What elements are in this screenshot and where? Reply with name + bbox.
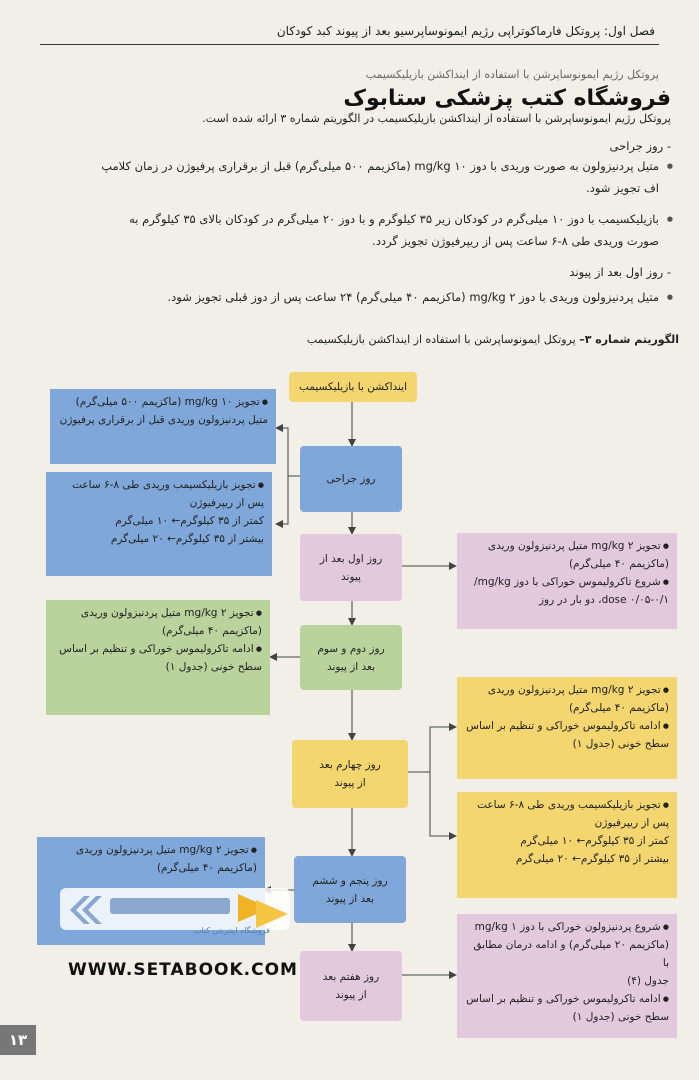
flow-node-surgery-day: روز جراحی [300, 446, 402, 512]
faint-heading: پروتکل رژیم ایمونوساپرشن با استفاده از اینداکشن بازیلیکسیمب [365, 68, 659, 81]
flow-node-day5-6: روز پنجم و ششم بعد از پیوند [294, 856, 406, 923]
flow-node-day7: روز هفتم بعد از پیوند [300, 951, 402, 1021]
logo-tagline: فروشگاه اینترنتی کتاب [193, 926, 270, 935]
surgery-bullet-2: ● بازیلیکسیمب با دوز ۱۰ میلی‌گرم در کودکان زیر ۳۵ کیلوگرم و با دوز ۲۰ میلی‌گرم در کودکان بالای ۳۵ کیلوگرم به صورت وریدی طی ۸-۶ ساعت پس از ریپرفیوژن تجویز گردد. [49, 208, 659, 252]
flow-start-node: اینداکشن با بازیلیکسیمب [289, 372, 417, 402]
detail-day1: ● تجویز ۲ mg/kg متیل پردنیزولون وریدی (ماکزیمم ۴۰ میلی‌گرم) ● شروع تاکرولیموس خوراکی با دوز mg/kg/ dose ۰/۰۵-۰/۱، دو بار در روز [457, 533, 677, 629]
day1-bullet-1: ● متیل پردنیزولون وریدی با دوز ۲ mg/kg (ماکزیمم ۴۰ میلی‌گرم) ۲۴ ساعت پس از دوز قبلی تجویز شود. [49, 286, 659, 308]
detail-day5-6: ● تجویز ۲ mg/kg متیل پردنیزولون وریدی (ماکزیمم ۴۰ میلی‌گرم) [37, 837, 265, 945]
page-number: ۱۳ [0, 1025, 36, 1055]
header-title: فصل اول: پروتکل فارماکوتراپی رژیم ایمونوساپرسیو بعد از پیوند کبد کودکان [276, 24, 655, 38]
detail-day2-3: ● تجویز ۲ mg/kg متیل پردنیزولون وریدی (ماکزیمم ۴۰ میلی‌گرم) ● ادامه تاکرولیموس خوراکی و تنظیم بر اساس سطح خونی (جدول ۱) [46, 600, 270, 715]
intro-paragraph: پروتکل رژیم ایمونوساپرشن با استفاده از اینداکشن بازیلیکسیمب در الگوریتم شماره ۳ ارائه شده است. [202, 112, 671, 125]
detail-day7: ● شروع پردنیزولون خوراکی با دوز ۱ mg/kg (ماکزیمم ۲۰ میلی‌گرم) و ادامه درمان مطابق با جدول (۴) ● ادامه تاکرولیموس خوراکی و تنظیم بر اساس سطح خونی (جدول ۱) [457, 914, 677, 1038]
detail-day4-methylpred: ● تجویز ۲ mg/kg متیل پردنیزولون وریدی (ماکزیمم ۴۰ میلی‌گرم) ● ادامه تاکرولیموس خوراکی و تنظیم بر اساس سطح خونی (جدول ۱) [457, 677, 677, 779]
watermark-text: فروشگاه کتب پزشکی ستابوک [343, 86, 671, 111]
detail-day4-basiliximab: ● تجویز بازیلیکسیمب وریدی طی ۸-۶ ساعت پس از ریپرفیوژن کمتر از ۳۵ کیلوگرم← ۱۰ میلی‌گرم بیشتر از ۳۵ کیلوگرم← ۲۰ میلی‌گرم [457, 792, 677, 898]
flow-node-day2-3: روز دوم و سوم بعد از پیوند [300, 625, 402, 690]
surgery-bullet-1: ● متیل پردنیزولون به صورت وریدی با دوز ۱۰ mg/kg (ماکزیمم ۵۰۰ میلی‌گرم) قبل از برقراری پرفیوژن در زمان کلامپ اف تجویز شود. [49, 155, 659, 199]
detail-surgery-basiliximab: ● تجویز بازیلیکسیمب وریدی طی ۸-۶ ساعت پس از ریپرفیوژن کمتر از ۳۵ کیلوگرم← ۱۰ میلی‌گرم بیشتر از ۳۵ کیلوگرم← ۲۰ میلی‌گرم [46, 472, 272, 576]
algorithm-title: الگوریتم شماره ۳– پروتکل ایمونوساپرشن با استفاده از اینداکشن بازیلیکسیمب [306, 333, 679, 346]
surgery-day-heading: - روز جراحی [609, 139, 671, 153]
flow-node-day4: روز چهارم بعد از پیوند [292, 740, 408, 808]
day1-heading: - روز اول بعد از پیوند [569, 265, 671, 279]
flow-node-day1: روز اول بعد از پیوند [300, 534, 402, 601]
logo-url: WWW.SETABOOK.COM [68, 960, 298, 980]
detail-surgery-methylpred: ● تجویز ۱۰ mg/kg (ماکزیمم ۵۰۰ میلی‌گرم) متیل پردنیزولون وریدی قبل از برقراری پرفیوژن [50, 389, 276, 464]
